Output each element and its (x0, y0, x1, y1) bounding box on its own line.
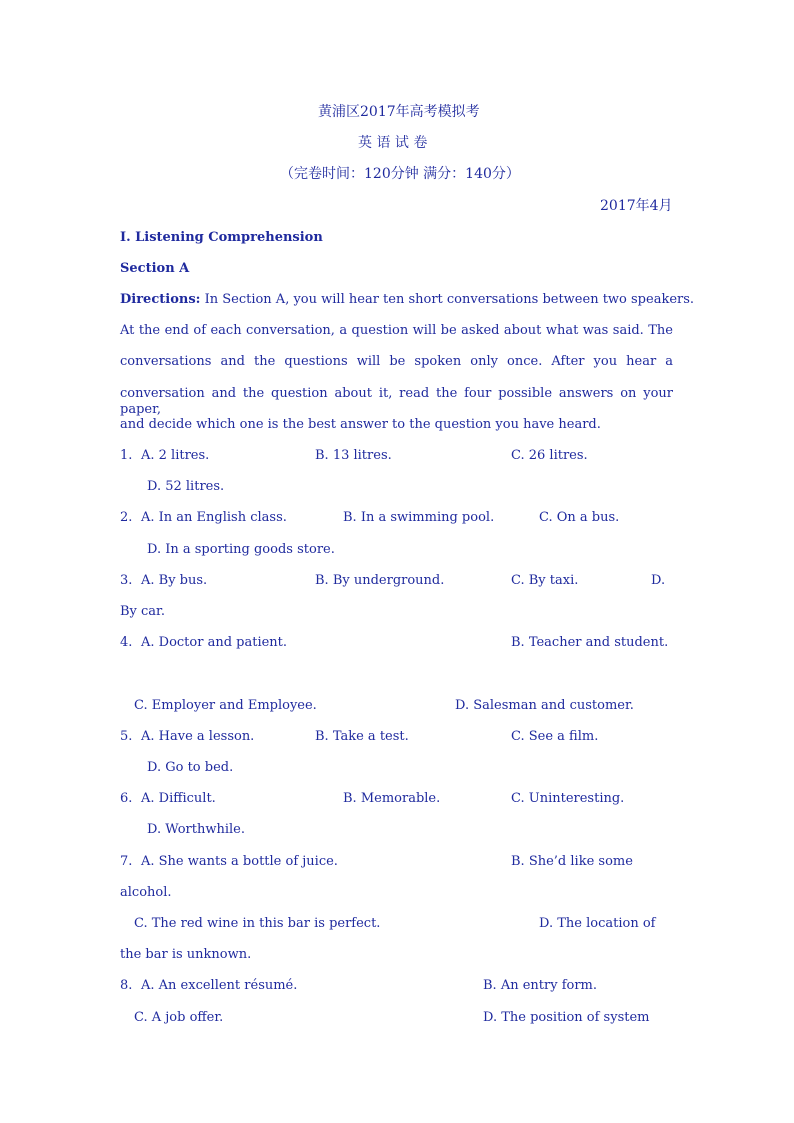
answer-option: C. On a bus. (539, 510, 620, 525)
answer-option: D. The location of (539, 916, 656, 931)
answer-option: A. By bus. (141, 573, 208, 588)
answer-option: B. Take a test. (315, 729, 409, 744)
answer-option: C. A job offer. (134, 1010, 224, 1025)
answer-option: D. In a sporting goods store. (147, 542, 335, 557)
answer-option: C. The red wine in this bar is perfect. (134, 916, 381, 931)
directions-line-5: and decide which one is the best answer to the question you have heard. (120, 417, 601, 432)
answer-option-continued: the bar is unknown. (120, 947, 252, 962)
answer-option-continued: alcohol. (120, 885, 172, 900)
question-number: 3. (120, 573, 133, 588)
answer-option: A. Difficult. (141, 791, 216, 806)
directions-line-1 (120, 292, 694, 308)
directions-label: Directions: (120, 292, 201, 307)
answer-option: D. 52 litres. (147, 479, 225, 494)
answer-option: A. An excellent résumé. (141, 978, 298, 993)
answer-option: B. 13 litres. (315, 448, 392, 463)
answer-option: D. Salesman and customer. (455, 698, 634, 713)
directions-line-3: conversations and the questions will be spoken only once. After you hear a (120, 354, 673, 369)
answer-option: B. In a swimming pool. (343, 510, 495, 525)
answer-option: B. An entry form. (483, 978, 598, 993)
answer-option: C. See a film. (511, 729, 599, 744)
answer-option: B. By underground. (315, 573, 445, 588)
answer-option: A. She wants a bottle of juice. (141, 854, 338, 869)
question-number: 8. (120, 978, 133, 993)
directions-line-4: conversation and the question about it, read the four possible answers on your paper, (120, 386, 673, 417)
directions-line-2: At the end of each conversation, a question will be asked about what was said. The (120, 323, 673, 338)
answer-option: C. Employer and Employee. (134, 698, 317, 713)
answer-option: A. In an English class. (141, 510, 287, 525)
answer-option: C. Uninteresting. (511, 791, 625, 806)
part-heading: I. Listening Comprehension (120, 230, 323, 245)
question-number: 7. (120, 854, 133, 869)
answer-option: C. 26 litres. (511, 448, 588, 463)
answer-option: B. Teacher and student. (511, 635, 669, 650)
question-number: 2. (120, 510, 133, 525)
section-heading: Section A (120, 261, 190, 276)
exam-subject: 英 语 试 卷 (358, 135, 428, 151)
answer-option: B. She’d like some (511, 854, 633, 869)
answer-option: A. Have a lesson. (141, 729, 255, 744)
question-number: 4. (120, 635, 133, 650)
answer-option: A. Doctor and patient. (141, 635, 288, 650)
question-number: 6. (120, 791, 133, 806)
question-number: 5. (120, 729, 133, 744)
answer-option: C. By taxi. (511, 573, 579, 588)
exam-title: 黄浦区2017年高考模拟考 (318, 104, 480, 120)
answer-option: A. 2 litres. (141, 448, 210, 463)
answer-option: D. The position of system (483, 1010, 650, 1025)
answer-option: D. Go to bed. (147, 760, 234, 775)
answer-option: D. Worthwhile. (147, 822, 245, 837)
answer-option: B. Memorable. (343, 791, 441, 806)
exam-date: 2017年4月 (600, 198, 673, 214)
exam-duration: （完卷时间：120分钟 满分：140分） (280, 166, 520, 182)
answer-option: D. (651, 573, 666, 588)
answer-option-continued: By car. (120, 604, 165, 619)
question-number: 1. (120, 448, 133, 463)
directions-text-1: In Section A, you will hear ten short conversations between two speakers. (204, 292, 695, 307)
